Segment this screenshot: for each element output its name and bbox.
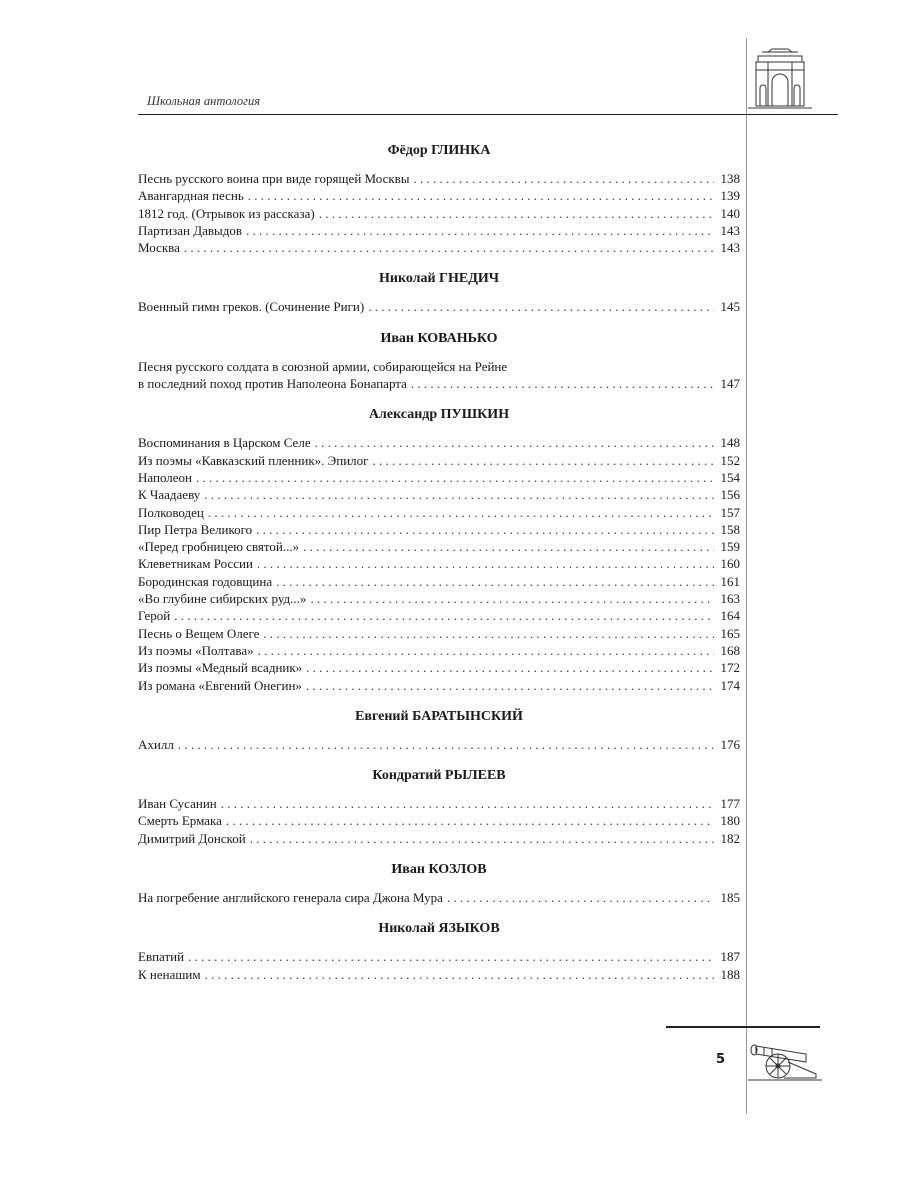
entry-title: Ахилл <box>138 736 174 752</box>
toc-section <box>138 706 740 753</box>
toc-entry <box>138 573 740 590</box>
toc-entry <box>138 948 740 965</box>
dot-leader <box>204 486 714 503</box>
entry-page: 156 <box>720 487 740 503</box>
entry-page: 188 <box>720 966 740 982</box>
toc-entry <box>138 607 740 624</box>
dot-leader <box>174 607 714 624</box>
entry-title: Из поэмы «Полтава» <box>138 642 254 658</box>
toc-entry <box>138 795 740 812</box>
author-heading: Евгений БАРАТЫНСКИЙ <box>355 708 523 724</box>
author-heading: Фёдор ГЛИНКА <box>387 143 491 158</box>
entry-title: Клеветникам России <box>138 556 253 572</box>
toc-entry <box>138 659 740 676</box>
toc-section <box>138 765 740 847</box>
dot-leader <box>221 795 714 812</box>
entry-page: 160 <box>720 556 740 572</box>
table-of-contents <box>138 140 740 995</box>
toc-section <box>138 859 740 906</box>
toc-entry <box>138 555 740 572</box>
entry-page: 152 <box>720 452 740 468</box>
toc-section <box>138 268 740 315</box>
entry-title-line1: Песня русского солдата в союзной армии, собирающейся на Рейне <box>138 358 508 374</box>
toc-entry <box>138 812 740 829</box>
toc-entry <box>138 521 740 538</box>
toc-entry <box>138 222 740 239</box>
entry-page: 180 <box>720 813 740 829</box>
entry-title: Из романа «Евгений Онегин» <box>138 677 302 693</box>
toc-entry <box>138 434 740 451</box>
toc-entry <box>138 469 740 486</box>
entry-page: 139 <box>720 188 740 204</box>
entry-title: Песнь о Вещем Олеге <box>138 625 260 641</box>
author-heading: Александр ПУШКИН <box>368 407 510 423</box>
toc-entry <box>138 736 740 753</box>
page-number: 5 <box>716 1052 726 1067</box>
dot-leader <box>411 375 714 392</box>
dot-leader <box>258 642 714 659</box>
margin-divider-line <box>746 38 747 1114</box>
entry-title: К ненашим <box>138 966 201 982</box>
dot-leader <box>246 222 714 239</box>
entry-title: Полководец <box>138 504 204 520</box>
entry-page: 147 <box>720 376 740 392</box>
toc-entry <box>138 170 740 187</box>
dot-leader <box>315 434 714 451</box>
entry-title: Авангардная песнь <box>138 188 244 204</box>
entry-title: Песнь русского воина при виде горящей Москвы <box>138 171 410 186</box>
header-rule <box>138 114 838 115</box>
entry-title: «Перед гробницею святой...» <box>138 539 300 555</box>
toc-entry <box>138 239 740 256</box>
author-heading: Николай ГНЕДИЧ <box>378 271 499 287</box>
dot-leader <box>303 538 714 555</box>
toc-entry <box>138 504 740 521</box>
dot-leader <box>256 521 714 538</box>
toc-entry <box>138 205 740 222</box>
toc-section <box>138 404 740 693</box>
dot-leader <box>257 555 714 572</box>
dot-leader <box>276 573 714 590</box>
triumphal-arch-icon <box>748 48 812 110</box>
entry-page: 143 <box>720 222 740 238</box>
toc-entry <box>138 889 740 906</box>
dot-leader <box>248 187 714 204</box>
entry-page: 154 <box>720 469 740 485</box>
dot-leader <box>263 625 714 642</box>
toc-entry <box>138 625 740 642</box>
entry-title: Герой <box>138 608 171 624</box>
dot-leader <box>310 590 714 607</box>
dot-leader <box>196 469 714 486</box>
entry-title: На погребение английского генерала сира Джона Мура <box>138 890 443 906</box>
toc-entry <box>138 830 740 847</box>
entry-title: «Во глубине сибирских руд...» <box>138 591 307 607</box>
author-heading: Иван КОЗЛОВ <box>391 862 487 878</box>
entry-page: 140 <box>720 205 740 221</box>
toc-section <box>138 328 740 393</box>
dot-leader <box>306 677 714 694</box>
entry-page: 138 <box>720 171 740 186</box>
entry-page: 158 <box>720 521 740 537</box>
entry-page: 164 <box>720 608 740 624</box>
toc-section <box>138 918 740 983</box>
toc-entry <box>138 642 740 659</box>
entry-title: Из поэмы «Кавказский пленник». Эпилог <box>138 452 369 468</box>
header-title: Школьная антология <box>147 94 261 108</box>
entry-page: 187 <box>720 949 740 965</box>
entry-title: Димитрий Донской <box>138 830 246 846</box>
cannon-icon <box>748 1034 822 1082</box>
dot-leader <box>250 830 714 847</box>
toc-entry <box>138 677 740 694</box>
entry-title: Москва <box>138 240 180 256</box>
dot-leader <box>226 812 714 829</box>
dot-leader <box>188 948 714 965</box>
toc-section <box>138 140 740 256</box>
entry-page: 168 <box>720 642 740 658</box>
dot-leader <box>319 205 714 222</box>
entry-title: Евпатий <box>138 949 185 965</box>
author-heading: Иван КОВАНЬКО <box>380 330 498 346</box>
entry-title: Партизан Давыдов <box>138 222 242 238</box>
toc-entry <box>138 187 740 204</box>
entry-page: 182 <box>720 830 740 846</box>
entry-page: 174 <box>720 677 740 693</box>
toc-entry <box>138 966 740 983</box>
entry-title: Пир Петра Великого <box>138 521 253 537</box>
entry-title: К Чаадаеву <box>138 487 201 503</box>
toc-entry <box>138 298 740 315</box>
entry-page: 163 <box>720 591 740 607</box>
dot-leader <box>178 736 714 753</box>
dot-leader <box>414 170 714 187</box>
entry-page: 143 <box>720 240 740 256</box>
entry-title: Бородинская годовщина <box>138 573 273 589</box>
entry-title: Воспоминания в Царском Селе <box>138 435 311 451</box>
entry-title: Из поэмы «Медный всадник» <box>138 660 303 676</box>
entry-page: 159 <box>720 539 740 555</box>
entry-title: Иван Сусанин <box>138 796 217 812</box>
author-heading: Кондратий РЫЛЕЕВ <box>372 768 506 784</box>
dot-leader <box>184 239 714 256</box>
entry-page: 157 <box>720 504 740 520</box>
entry-title: 1812 год. (Отрывок из рассказа) <box>138 205 315 221</box>
toc-entry <box>138 590 740 607</box>
entry-page: 176 <box>720 736 740 752</box>
dot-leader <box>205 966 714 983</box>
entry-page: 145 <box>720 299 740 315</box>
footer-rule <box>666 1026 820 1028</box>
entry-title: Смерть Ермака <box>138 813 222 829</box>
entry-page: 165 <box>720 625 740 641</box>
entry-page: 177 <box>720 796 740 812</box>
entry-page: 185 <box>720 890 740 906</box>
dot-leader <box>208 504 714 521</box>
entry-title: Военный гимн греков. (Сочинение Риги) <box>138 299 365 315</box>
entry-page: 172 <box>720 660 740 676</box>
author-heading: Николай ЯЗЫКОВ <box>378 921 500 937</box>
dot-leader <box>372 452 714 469</box>
toc-entry <box>138 375 740 392</box>
dot-leader <box>306 659 714 676</box>
toc-entry <box>138 538 740 555</box>
toc-entry <box>138 452 740 469</box>
entry-title: Наполеон <box>138 469 192 485</box>
entry-title: в последний поход против Наполеона Бонапарта <box>138 376 407 392</box>
dot-leader <box>368 298 714 315</box>
entry-page: 148 <box>720 435 740 451</box>
toc-entry <box>138 486 740 503</box>
dot-leader <box>447 889 714 906</box>
entry-page: 161 <box>720 573 740 589</box>
